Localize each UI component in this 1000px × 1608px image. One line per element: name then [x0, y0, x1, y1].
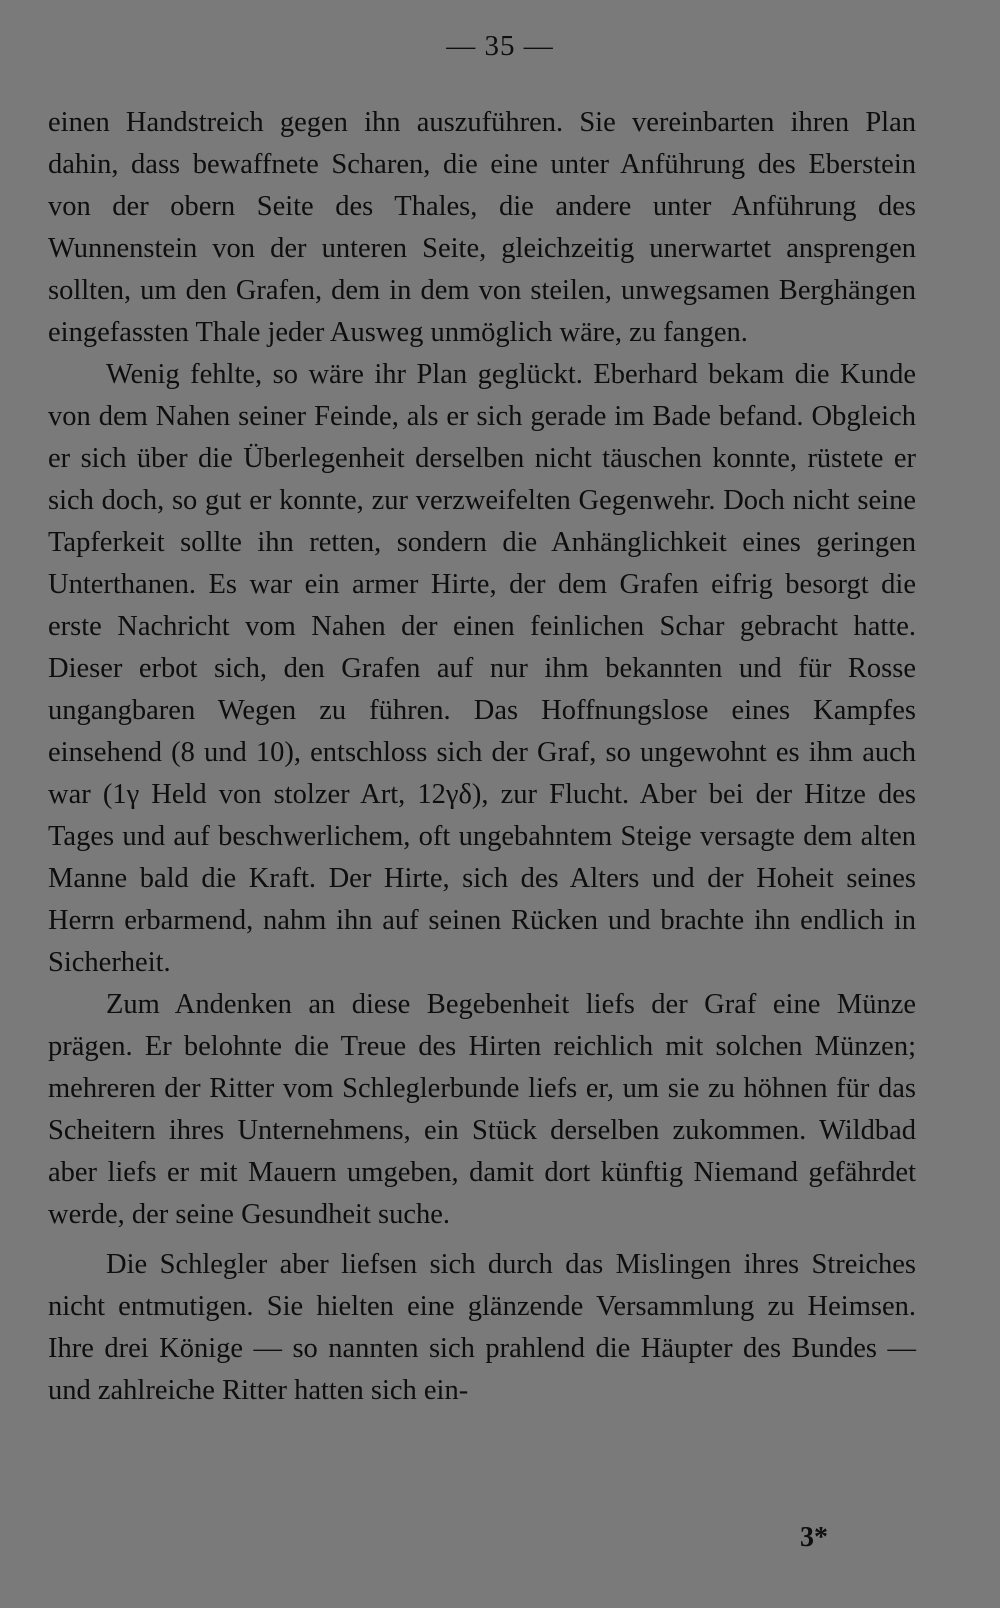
paragraph-3: Zum Andenken an diese Begebenheit liefs der Graf eine Münze prägen. Er belohnte die Treue des Hirten reichlich mit solchen Münzen; mehreren der Ritter vom Schleglerbunde liefs er, um sie zu höhnen für das Scheitern ihres Unternehmens, ein Stück derselben zukommen. Wildbad aber liefs er mit Mauern umgeben, damit dort künftig Niemand gefährdet werde, der seine Gesundheit suche.: [48, 989, 916, 1230]
page-text: [48, 102, 916, 1412]
signature-mark: 3*: [800, 1522, 828, 1553]
page-number: — 35 —: [446, 30, 554, 62]
paragraph-4: Die Schlegler aber liefsen sich durch das Mislingen ihres Streiches nicht entmutigen. Sie hielten eine glänzende Versammlung zu Heimsen. Ihre drei Könige — so nannten sich prahlend die Häupter des Bundes — und zahlreiche Ritter hatten sich ein-: [48, 1249, 916, 1406]
paragraph-2: Wenig fehlte, so wäre ihr Plan geglückt. Eberhard bekam die Kunde von dem Nahen seiner Feinde, als er sich gerade im Bade befand. Obgleich er sich über die Überlegenheit derselben nicht täuschen konnte, rüstete er sich doch, so gut er konnte, zur verzweifelten Gegenwehr. Doch nicht seine Tapferkeit sollte ihn retten, sondern die Anhänglichkeit eines geringen Unterthanen. Es war ein armer Hirte, der dem Grafen eifrig besorgt die erste Nachricht vom Nahen der einen feinlichen Schar gebracht hatte. Dieser erbot sich, den Grafen auf nur ihm bekannten und für Rosse ungangbaren Wegen zu führen. Das Hoffnungslose eines Kampfes einsehend (8 und 10), entschloss sich der Graf, so ungewohnt es ihm auch war (1γ Held von stolzer Art, 12γδ), zur Flucht. Aber bei der Hitze des Tages und auf beschwerlichem, oft ungebahntem Steige versagte dem alten Manne bald die Kraft. Der Hirte, sich des Alters und der Hoheit seines Herrn erbarmend, nahm ihn auf seinen Rücken und brachte ihn endlich in Sicherheit.: [48, 359, 916, 978]
paragraph-1: einen Handstreich gegen ihn auszuführen. Sie vereinbarten ihren Plan dahin, dass bewaffnete Scharen, die eine unter Anführung des Eberstein von der obern Seite des Thales, die andere unter Anführung des Wunnenstein von der unteren Seite, gleichzeitig unerwartet ansprengen sollten, um den Grafen, dem in dem von steilen, unwegsamen Berghängen eingefassten Thale jeder Ausweg unmöglich wäre, zu fangen.: [48, 107, 916, 348]
